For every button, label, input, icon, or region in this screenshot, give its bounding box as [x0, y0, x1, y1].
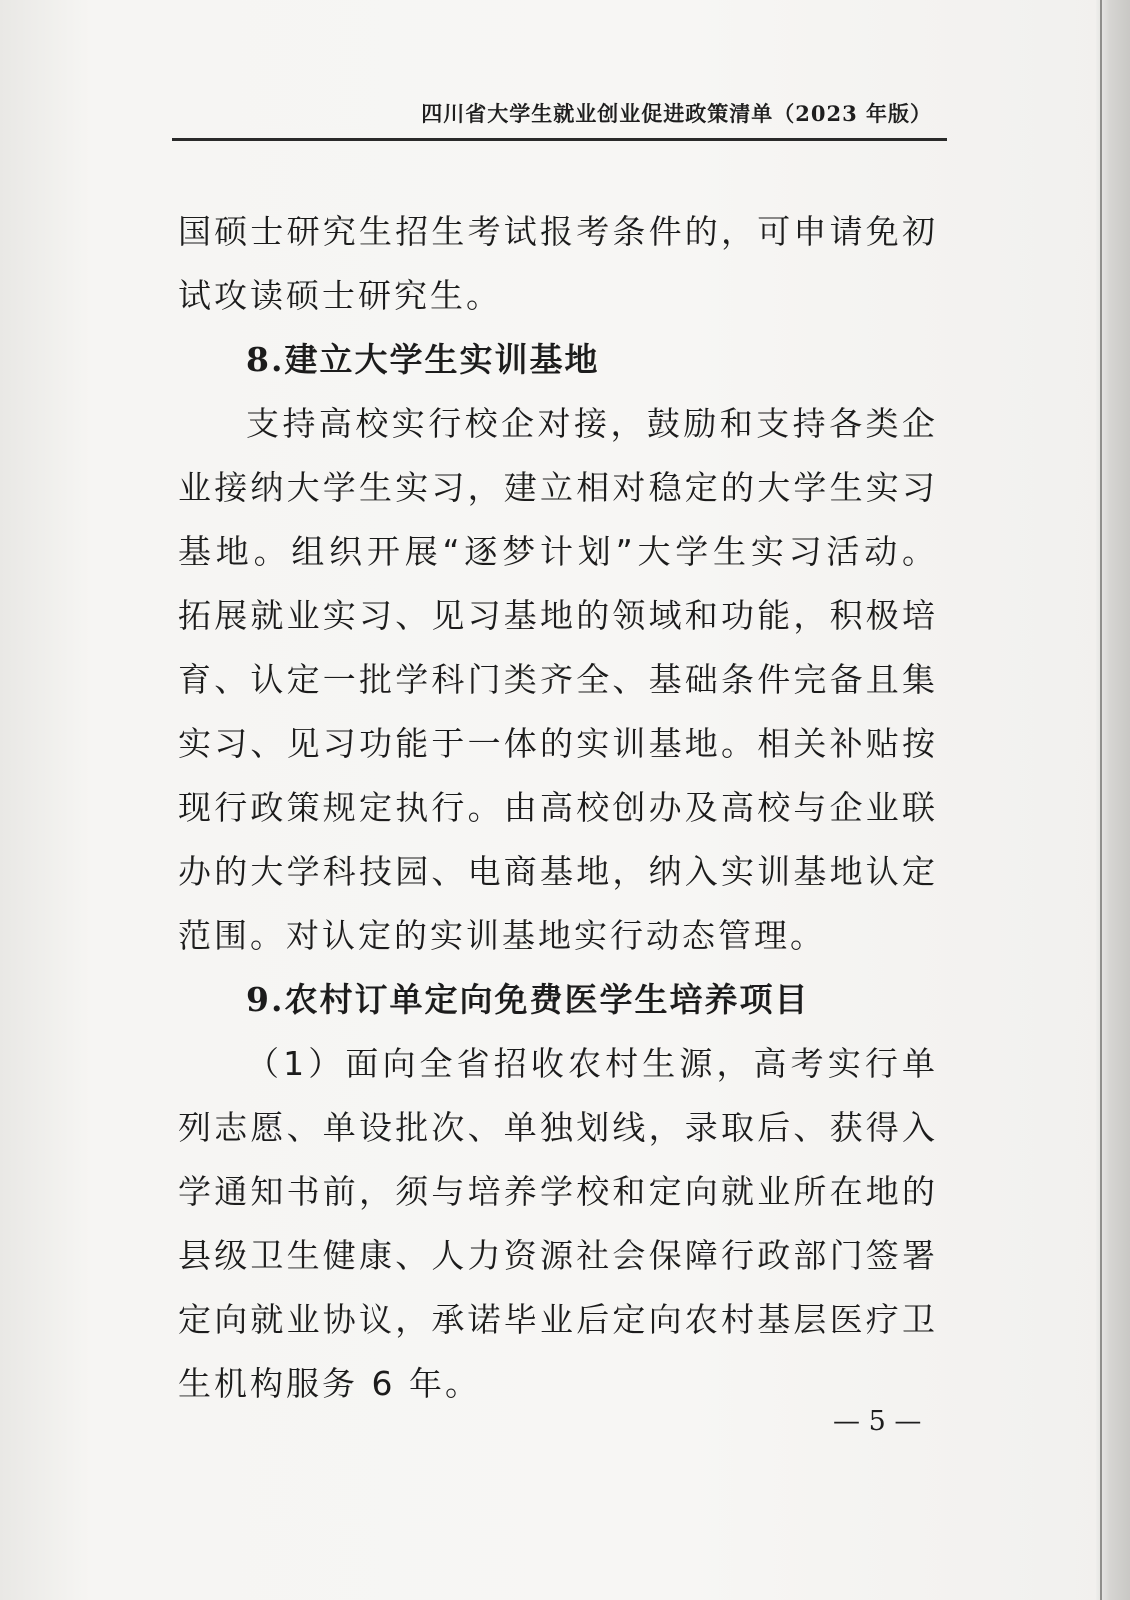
section-9-item-1-paragraph: （1）面向全省招收农村生源，高考实行单列志愿、单设批次、单独划线，录取后、获得入学通知书前，须与培养学校和定向就业所在地的县级卫生健康、人力资源社会保障行政部门签署定向就业协议，承诺毕业后定向农村基层医疗卫生机构服务 6 年。	[178, 1044, 938, 1403]
page-edge	[1096, 0, 1130, 1600]
page-number: — 5 —	[833, 1406, 922, 1437]
running-header-title: 四川省大学生就业创业促进政策清单（2023 年版）	[421, 101, 932, 126]
section-9-heading: 9.农村订单定向免费医学生培养项目	[246, 980, 810, 1019]
continuation-paragraph: 国硕士研究生招生考试报考条件的，可申请免初试攻读硕士研究生。	[178, 212, 938, 315]
section-8-heading: 8.建立大学生实训基地	[246, 340, 600, 379]
document-body	[178, 200, 938, 1416]
section-8-paragraph: 支持高校实行校企对接，鼓励和支持各类企业接纳大学生实习，建立相对稳定的大学生实习基地。组织开展“逐梦计划”大学生实习活动。拓展就业实习、见习基地的领域和功能，积极培育、认定一批学科门类齐全、基础条件完备且集实习、见习功能于一体的实训基地。相关补贴按现行政策规定执行。由高校创办及高校与企业联办的大学科技园、电商基地，纳入实训基地认定范围。对认定的实训基地实行动态管理。	[178, 404, 938, 955]
page-edge-line	[1100, 0, 1102, 1600]
header-rule	[172, 138, 947, 141]
